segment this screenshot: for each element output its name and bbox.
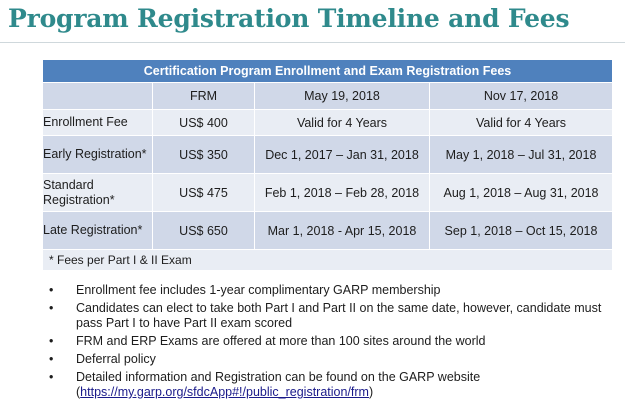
list-item [47, 370, 612, 400]
fees-table [42, 59, 613, 271]
row-label: Late Registration* [43, 212, 153, 250]
may-cell: Dec 1, 2017 – Jan 31, 2018 [255, 136, 430, 174]
table-footnote: * Fees per Part I & II Exam [43, 250, 613, 271]
row-label: Enrollment Fee [43, 110, 153, 136]
list-item [47, 301, 612, 331]
table-row [43, 212, 613, 250]
row-label: Early Registration* [43, 136, 153, 174]
bullet-dot: • [49, 283, 54, 297]
bullet-text: FRM and ERP Exams are offered at more than 100 sites around the world [76, 334, 486, 348]
table-footnote-row [43, 250, 613, 271]
header-cell-may: May 19, 2018 [255, 83, 430, 110]
bullet-text: Enrollment fee includes 1-year complimentary GARP membership [76, 283, 441, 297]
fee-cell: US$ 400 [153, 110, 255, 136]
may-cell: Valid for 4 Years [255, 110, 430, 136]
table-row [43, 174, 613, 212]
may-cell: Mar 1, 2018 - Apr 15, 2018 [255, 212, 430, 250]
row-label: Standard Registration* [43, 174, 153, 212]
link-close-paren: ) [368, 385, 374, 399]
bullet-dot: • [49, 334, 54, 348]
fee-cell: US$ 475 [153, 174, 255, 212]
table-row [43, 136, 613, 174]
list-item [47, 283, 612, 298]
bullet-dot: • [49, 301, 54, 315]
fee-cell: US$ 650 [153, 212, 255, 250]
table-row [43, 110, 613, 136]
header-cell-frm: FRM [153, 83, 255, 110]
bullet-text: Candidates can elect to take both Part I and Part II on the same date, however, candidate must pass Part I to have Part II exam scored [76, 301, 602, 330]
garp-registration-link[interactable]: https://my.garp.org/sfdcApp#!/public_registration/frm [80, 385, 369, 399]
may-cell: Feb 1, 2018 – Feb 28, 2018 [255, 174, 430, 212]
bullet-text: Deferral policy [76, 352, 156, 366]
list-item [47, 334, 612, 349]
bullet-text: Detailed information and Registration can be found on the GARP website [76, 370, 481, 384]
header-cell-nov: Nov 17, 2018 [430, 83, 613, 110]
header-cell-blank [43, 83, 153, 110]
table-banner-row [43, 60, 613, 83]
title-divider [0, 42, 625, 43]
list-item [47, 352, 612, 367]
fee-cell: US$ 350 [153, 136, 255, 174]
nov-cell: Aug 1, 2018 – Aug 31, 2018 [430, 174, 613, 212]
nov-cell: Sep 1, 2018 – Oct 15, 2018 [430, 212, 613, 250]
bullet-dot: • [49, 352, 54, 366]
table-banner: Certification Program Enrollment and Exam Registration Fees [43, 60, 613, 83]
bullet-dot: • [49, 370, 54, 384]
nov-cell: May 1, 2018 – Jul 31, 2018 [430, 136, 613, 174]
page-title: Program Registration Timeline and Fees [8, 4, 570, 33]
table-header-row [43, 83, 613, 110]
nov-cell: Valid for 4 Years [430, 110, 613, 136]
info-bullet-list [47, 283, 612, 403]
link-open-paren: ( [76, 385, 81, 399]
